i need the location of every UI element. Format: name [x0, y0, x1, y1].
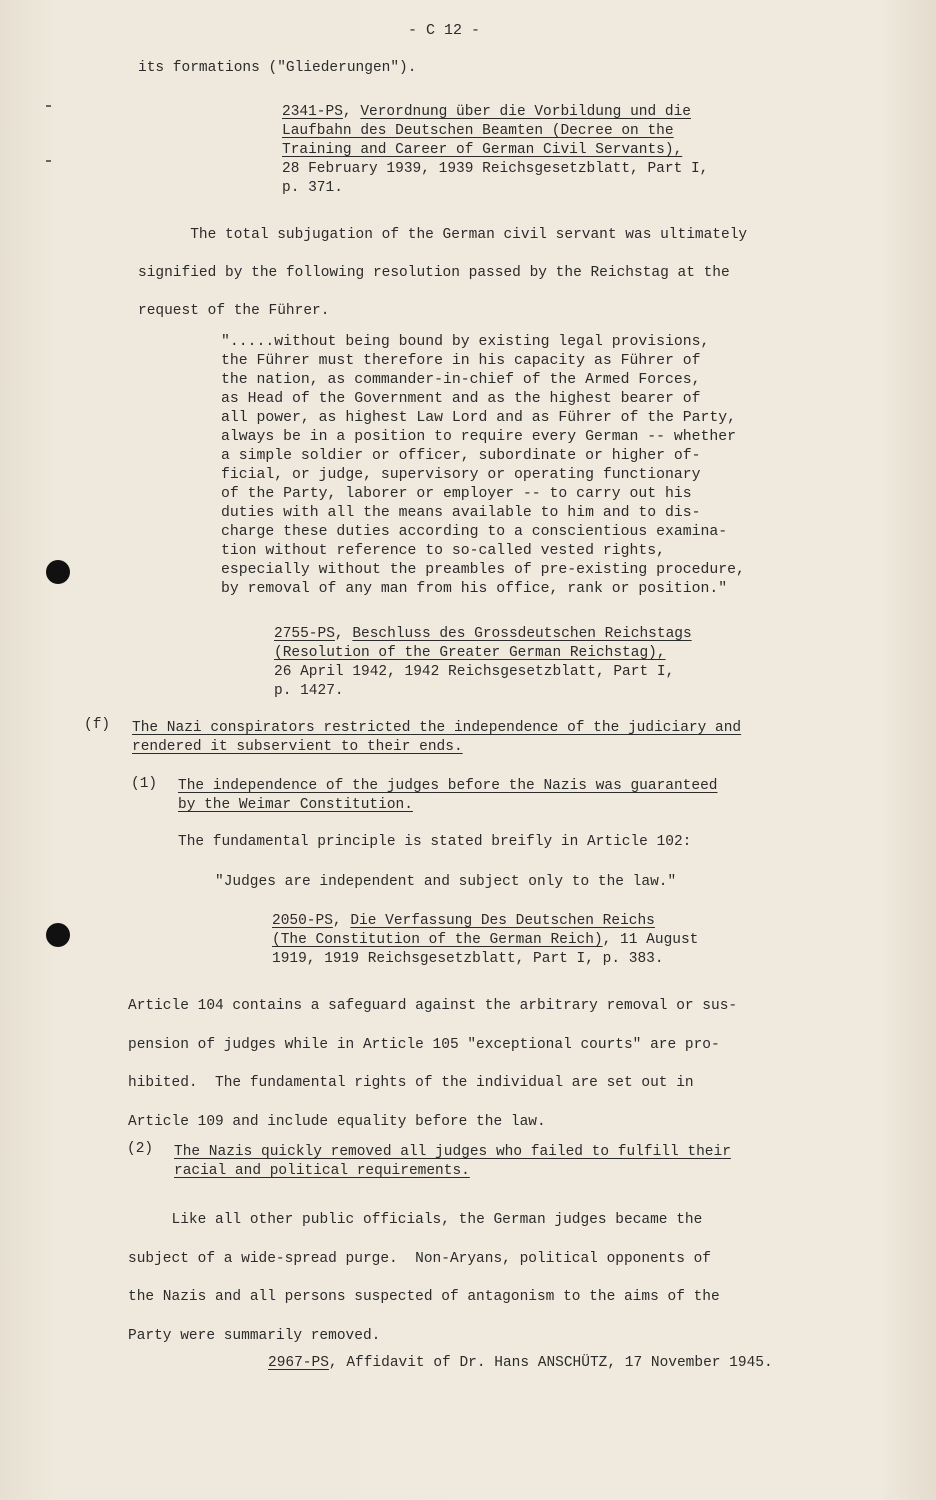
section-f-heading [132, 719, 741, 757]
quote-line: the Führer must therefore in his capacity as Führer of [221, 353, 701, 369]
paragraph-articles [128, 987, 737, 1141]
paragraph-line: Article 104 contains a safeguard against the arbitrary removal or sus- [128, 998, 738, 1014]
heading-line: The independence of the judges before the Nazis was guaranteed [178, 778, 718, 794]
paragraph-line: Like all other public officials, the German judges became the [171, 1212, 703, 1228]
heading-line: rendered it subservient to their ends. [132, 739, 463, 755]
punch-hole [46, 560, 70, 584]
citation-detail-line: 1919, 1919 Reichsgesetzblatt, Part I, p. 383. [272, 951, 664, 967]
heading-line: The Nazi conspirators restricted the independence of the judiciary and [132, 720, 742, 736]
paragraph-line: The total subjugation of the German civil servant was ultimately [190, 227, 748, 243]
paragraph-line: subject of a wide-spread purge. Non-Aryans, political opponents of [128, 1250, 711, 1267]
citation-title-line: Training and Career of German Civil Servants), [282, 142, 683, 158]
paragraph-line: Party were summarily removed. [128, 1327, 381, 1344]
intro-line: its formations ("Gliederungen"). [138, 60, 417, 76]
punch-hole [46, 923, 70, 947]
paragraph-line: pension of judges while in Article 105 "exceptional courts" are pro- [128, 1036, 720, 1053]
heading-line: by the Weimar Constitution. [178, 797, 413, 813]
citation-title-line: Verordnung über die Vorbildung und die [360, 104, 691, 120]
quote-line: the nation, as commander-in-chief of the Armed Forces, [221, 372, 701, 388]
section-f-label: (f) [84, 717, 111, 733]
citation-title-line: (The Constitution of the German Reich) [272, 932, 603, 948]
principle-line: The fundamental principle is stated breifly in Article 102: [178, 834, 692, 850]
quote-line: duties with all the means available to him and to dis- [221, 505, 701, 521]
quote-line: a simple soldier or officer, subordinate or higher of- [221, 448, 701, 464]
citation-date: , 11 August [602, 932, 699, 948]
heading-line: racial and political requirements. [174, 1163, 470, 1179]
citation-ref: 2967-PS [268, 1355, 329, 1371]
citation-ref: 2755-PS [274, 626, 335, 642]
citation-detail-line: 26 April 1942, 1942 Reichsgesetzblatt, Part I, [274, 664, 675, 680]
paragraph-line: request of the Führer. [138, 303, 330, 319]
article-102-quote: "Judges are independent and subject only to the law." [215, 874, 677, 890]
citation-title-line: Laufbahn des Deutschen Beamten (Decree on the [282, 123, 674, 139]
item-1-label: (1) [131, 776, 158, 792]
citation-title-line: (Resolution of the Greater German Reichstag), [274, 645, 666, 661]
paragraph-purge [128, 1201, 720, 1355]
quote-line: tion without reference to so-called vested rights, [221, 543, 665, 559]
margin-mark [46, 105, 51, 107]
quote-line: especially without the preambles of pre-existing procedure, [221, 562, 745, 578]
item-2-label: (2) [127, 1141, 154, 1157]
citation-text: , Affidavit of Dr. Hans ANSCHÜTZ, 17 November 1945. [328, 1355, 773, 1371]
quote-line: ficial, or judge, supervisory or operating functionary [221, 467, 701, 483]
quote-line: as Head of the Government and as the highest bearer of [221, 391, 701, 407]
citation-2050: 2050-PS, Die Verfassung Des Deutschen Reichs (The Constitution of the German Reich), 11 August 1919, 1919 Reichsgesetzblatt, Part I, p. 383. [272, 913, 699, 967]
item-2-heading [174, 1143, 731, 1181]
paragraph-subjugation [138, 216, 747, 330]
citation-detail-line: 28 February 1939, 1939 Reichsgesetzblatt, Part I, [282, 161, 709, 177]
citation-detail-line: p. 371. [282, 180, 343, 196]
quote-line: all power, as highest Law Lord and as Führer of the Party, [221, 410, 737, 426]
quote-line: by removal of any man from his office, rank or position." [221, 581, 728, 597]
citation-ref: 2050-PS [272, 913, 333, 929]
paragraph-line: the Nazis and all persons suspected of antagonism to the aims of the [128, 1289, 720, 1305]
paragraph-line: signified by the following resolution passed by the Reichstag at the [138, 265, 730, 281]
quote-line: charge these duties according to a conscientious examina- [221, 524, 728, 540]
page-number: - C 12 - [408, 22, 481, 39]
reichstag-quote [221, 333, 745, 599]
citation-ref: 2341-PS [282, 104, 343, 120]
citation-title-line: Beschluss des Grossdeutschen Reichstags [352, 626, 692, 642]
heading-line: The Nazis quickly removed all judges who failed to fulfill their [174, 1144, 731, 1160]
citation-detail-line: p. 1427. [274, 683, 344, 699]
margin-mark [46, 160, 51, 162]
citation-title-line: Die Verfassung Des Deutschen Reichs [350, 913, 655, 929]
quote-line: of the Party, laborer or employer -- to carry out his [221, 486, 692, 502]
paragraph-line: Article 109 and include equality before the law. [128, 1113, 546, 1130]
citation-2755: 2755-PS, Beschluss des Grossdeutschen Reichstags (Resolution of the Greater German Reichstag), 26 April 1942, 1942 Reichsgesetzblatt, Part I, p. 1427. [274, 626, 692, 699]
quote-line: ".....without being bound by existing legal provisions, [221, 334, 710, 350]
quote-line: always be in a position to require every German -- whether [221, 429, 737, 445]
citation-2967 [268, 1354, 773, 1373]
citation-2341: 2341-PS, Verordnung über die Vorbildung und die Laufbahn des Deutschen Beamten (Decree on the Training and Career of German Civil Servants), 28 February 1939, 1939 Reichsgesetzblatt, Part I, p. 371. [282, 104, 709, 196]
paragraph-line: hibited. The fundamental rights of the individual are set out in [128, 1075, 694, 1091]
item-1-heading [178, 777, 718, 815]
